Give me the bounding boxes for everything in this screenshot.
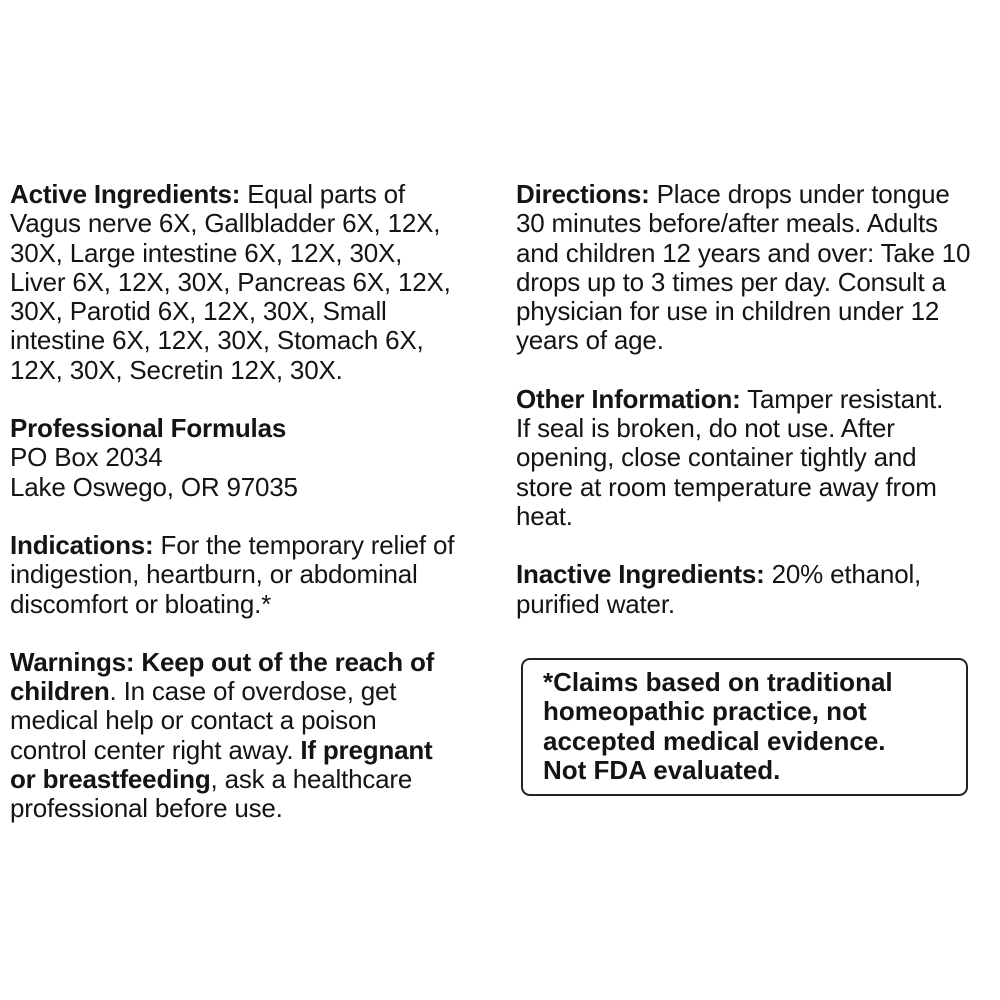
- active-ingredients-text: Equal parts of: [240, 179, 405, 209]
- warnings-text: control center right away.: [10, 734, 301, 765]
- inactive-ingredients-text: purified water.: [516, 588, 675, 619]
- indications-label: Indications:: [10, 529, 154, 560]
- indications-section: [10, 531, 500, 619]
- inactive-ingredients-section: [516, 560, 992, 619]
- active-ingredients-text: 30X, Parotid 6X, 12X, 30X, Small: [10, 296, 387, 327]
- warnings-label: Warnings:: [10, 646, 135, 677]
- right-column: [516, 180, 992, 648]
- warnings-text: , ask a healthcare: [210, 764, 413, 795]
- company-address-line1: PO Box 2034: [10, 442, 163, 473]
- warnings-section: [10, 648, 500, 824]
- claims-text: *Claims based on traditional: [543, 667, 893, 697]
- left-column: [10, 180, 500, 853]
- directions-text: and children 12 years and over: Take 10: [516, 237, 971, 268]
- active-ingredients-label: Active Ingredients:: [10, 179, 241, 209]
- active-ingredients-text: intestine 6X, 12X, 30X, Stomach 6X,: [10, 325, 424, 356]
- other-information-text: If seal is broken, do not use. After: [516, 413, 895, 444]
- inactive-ingredients-label: Inactive Ingredients:: [516, 559, 765, 590]
- active-ingredients-text: Liver 6X, 12X, 30X, Pancreas 6X, 12X,: [10, 266, 451, 297]
- directions-text: physician for use in children under 12: [516, 296, 940, 327]
- company-section: [10, 414, 500, 502]
- claims-text: accepted medical evidence.: [543, 725, 886, 756]
- indications-text: discomfort or bloating.*: [10, 588, 272, 619]
- active-ingredients-text: 12X, 30X, Secretin 12X, 30X.: [10, 354, 343, 385]
- claims-disclaimer-box: [521, 658, 968, 796]
- inactive-ingredients-text: 20% ethanol,: [764, 559, 922, 590]
- warnings-bold-text: Keep out of the reach of: [134, 646, 435, 677]
- indications-text: For the temporary relief of: [153, 529, 455, 560]
- directions-text: drops up to 3 times per day. Consult a: [516, 266, 946, 297]
- active-ingredients-text: Vagus nerve 6X, Gallbladder 6X, 12X,: [10, 208, 441, 239]
- other-information-label: Other Information:: [516, 383, 741, 414]
- claims-text: homeopathic practice, not: [543, 696, 867, 727]
- other-information-section: [516, 385, 992, 531]
- claims-text: Not FDA evaluated.: [543, 754, 781, 785]
- other-information-text: store at room temperature away from: [516, 471, 937, 502]
- warnings-bold-text: If pregnant: [300, 734, 433, 765]
- warnings-text: . In case of overdose, get: [109, 676, 397, 707]
- warnings-text: professional before use.: [10, 793, 283, 824]
- warnings-text: medical help or contact a poison: [10, 705, 377, 736]
- other-information-text: opening, close container tightly and: [516, 442, 917, 473]
- active-ingredients-text: 30X, Large intestine 6X, 12X, 30X,: [10, 237, 403, 268]
- company-address-line2: Lake Oswego, OR 97035: [10, 471, 298, 502]
- directions-text: Place drops under tongue: [649, 179, 950, 209]
- other-information-text: heat.: [516, 500, 573, 531]
- directions-section: [516, 180, 992, 356]
- warnings-bold-text: children: [10, 676, 110, 707]
- other-information-text: Tamper resistant.: [740, 383, 944, 414]
- company-name: Professional Formulas: [10, 413, 287, 444]
- directions-text: years of age.: [516, 325, 664, 356]
- indications-text: indigestion, heartburn, or abdominal: [10, 559, 418, 590]
- directions-text: 30 minutes before/after meals. Adults: [516, 208, 938, 239]
- warnings-bold-text: or breastfeeding: [10, 764, 211, 795]
- directions-label: Directions:: [516, 179, 650, 209]
- active-ingredients-section: [10, 180, 500, 385]
